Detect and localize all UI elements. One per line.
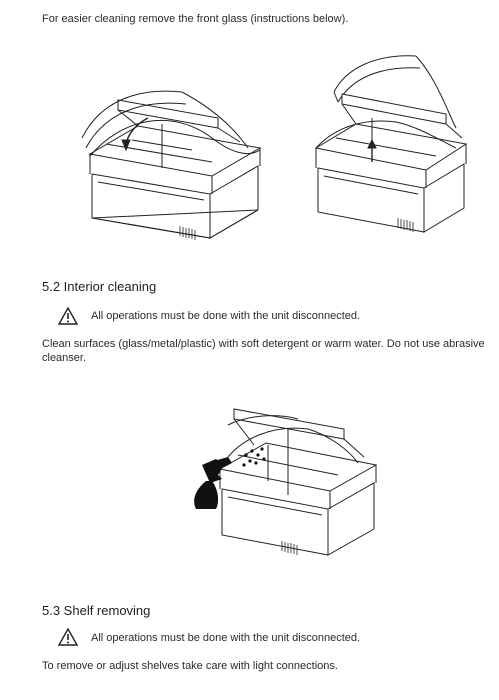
display-case-illustration-glass-removed — [306, 48, 466, 248]
intro-text: For easier cleaning remove the front glass (instructions below). — [42, 13, 349, 25]
warning-triangle-icon — [58, 628, 78, 646]
warning-text-shelf: All operations must be done with the unit disconnected. — [91, 632, 361, 644]
warning-text-interior: All operations must be done with the unit disconnected. — [91, 310, 361, 322]
display-case-illustration-glass-open — [62, 78, 262, 248]
section-heading-shelf-removing: 5.3 Shelf removing — [42, 603, 151, 618]
section-heading-interior-cleaning: 5.2 Interior cleaning — [42, 279, 157, 294]
shelf-removing-body: To remove or adjust shelves take care with light connections. — [42, 660, 338, 672]
display-case-illustration-spray-cleaning — [188, 405, 376, 565]
interior-cleaning-body: Clean surfaces (glass/metal/plastic) with soft detergent or warm water. Do not use abrasive cleanser. — [42, 338, 485, 364]
warning-triangle-icon — [58, 307, 78, 325]
